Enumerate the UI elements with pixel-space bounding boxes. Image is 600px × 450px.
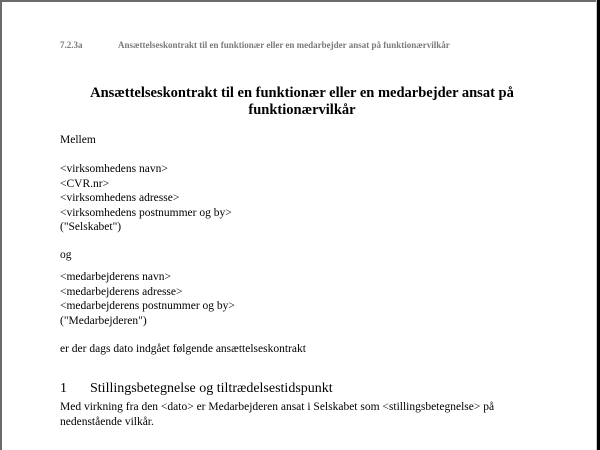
company-name: <virksomhedens navn>: [60, 163, 168, 175]
section-number: 1: [60, 381, 67, 396]
header-section-number: 7.2.3a: [60, 40, 83, 50]
section-title: Stillingsbetegnelse og tiltrædelsestidspunkt: [90, 381, 333, 396]
company-address: <virksomhedens adresse>: [60, 192, 180, 205]
conjunction-text: og: [60, 249, 72, 261]
intro-text: Mellem: [60, 134, 96, 146]
company-cvr: <CVR.nr>: [60, 177, 110, 190]
employee-postal: <medarbejderens postnummer og by>: [60, 300, 235, 313]
employee-name: <medarbejderens navn>: [60, 271, 171, 283]
document-page: [2, 2, 596, 450]
company-alias: ("Selskabet"): [60, 221, 122, 234]
running-header: [60, 40, 450, 50]
employee-address: <medarbejderens adresse>: [60, 285, 183, 298]
company-postal: <virksomhedens postnummer og by>: [60, 206, 232, 219]
section-heading: [60, 381, 333, 397]
header-section-title: Ansættelseskontrakt til en funktionær eller en medarbejder ansat på funktionærvilkår: [118, 40, 450, 50]
closing-text: er der dags dato indgået følgende ansættelseskontrakt: [60, 343, 306, 355]
document-title: Ansættelseskontrakt til en funktionær eller en medarbejder ansat på funktionærvilkår: [90, 85, 514, 118]
employee-alias: ("Medarbejderen"): [60, 314, 147, 327]
section-paragraph: Med virkning fra den <dato> er Medarbejderen ansat i Selskabet som <stillingsbetegnelse> på nedenstående vilkår.: [60, 401, 495, 428]
